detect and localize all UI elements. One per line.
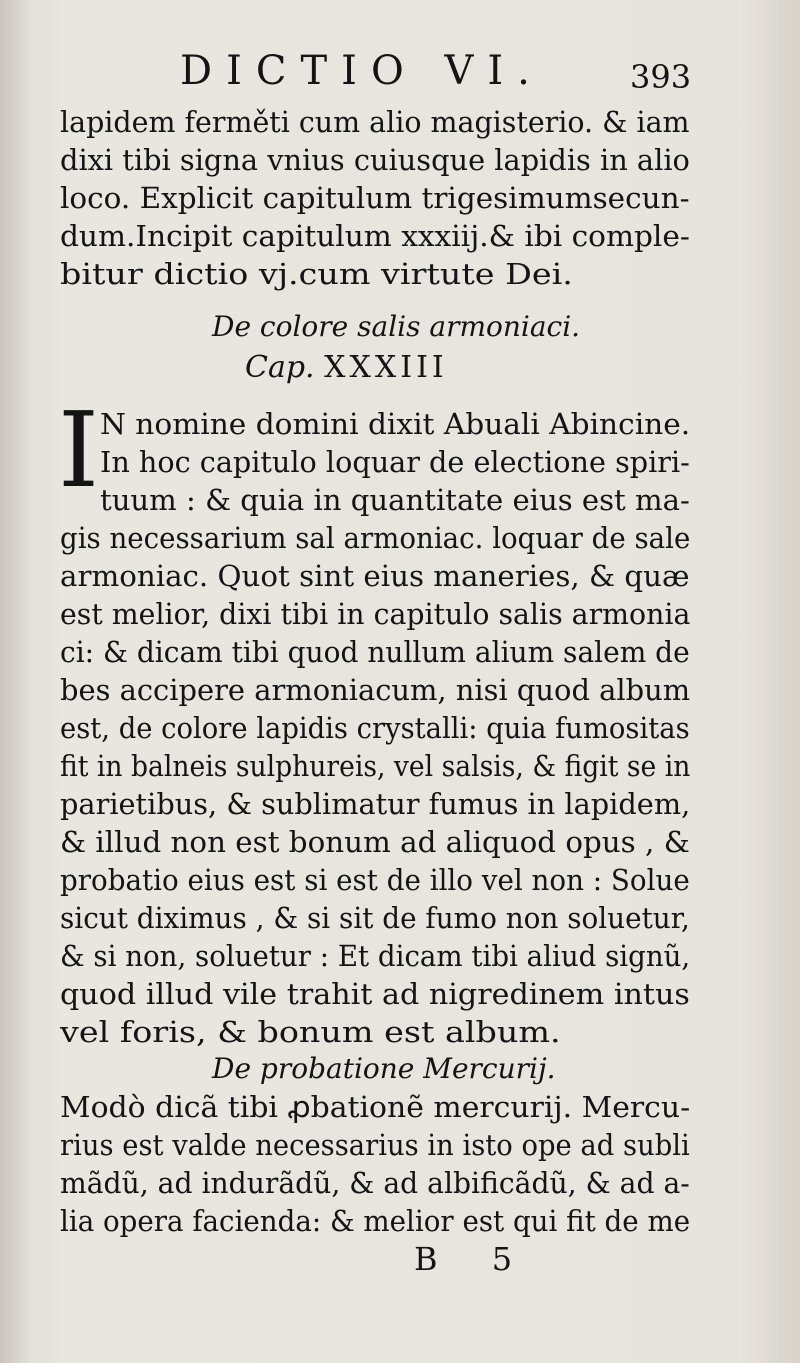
chapter-number <box>245 350 448 385</box>
text-line: & illud non est bonum ad aliquod opus , & <box>60 825 690 859</box>
text-line: lapidem ferměti cum alio magisterio. & iam <box>60 105 690 139</box>
text-line: Modò dicã tibi ꝓbationẽ mercurij. Mercu- <box>60 1090 690 1124</box>
text-line: est melior, dixi tibi in capitulo salis armonia <box>60 597 690 631</box>
text-line: bes accipere armoniacum, nisi quod album <box>60 673 690 707</box>
text-line: lia opera facienda: & melior est qui fit de me <box>60 1204 690 1238</box>
chapter-paragraph <box>60 405 690 1051</box>
drop-cap: I <box>58 389 100 511</box>
text-line: probatio eius est si est de illo vel non : Solue <box>60 863 690 897</box>
text-line: N nomine domini dixit Abuali Abincine. <box>100 407 690 441</box>
text-line: tuum : & quia in quantitate eius est ma- <box>100 483 690 517</box>
text-line: ci: & dicam tibi quod nullum alium salem de <box>60 635 690 669</box>
text-line: In hoc capitulo loquar de electione spiri- <box>100 445 690 479</box>
mercury-paragraph <box>60 1088 690 1240</box>
page-number: 393 <box>630 58 692 96</box>
text-line: dixi tibi signa vnius cuiusque lapidis in alio <box>60 143 690 177</box>
text-line: dum.Incipit capitulum xxxiij.& ibi comple- <box>60 219 690 253</box>
cap-label: Cap. <box>245 350 315 385</box>
text-line: gis necessarium sal armoniac. loquar de sale <box>60 521 690 555</box>
signature-mark: B 5 <box>414 1240 535 1278</box>
text-line: mãdũ, ad indurãdũ, & ad albificãdũ, & ad a- <box>60 1166 690 1200</box>
cap-roman-numeral: XXXIII <box>324 350 448 385</box>
text-line: vel foris, & bonum est album. <box>60 1015 561 1049</box>
text-line: sicut diximus , & si sit de fumo non soluetur, <box>60 901 690 935</box>
section-subheading: De probatione Mercurij. <box>212 1052 556 1085</box>
text-line: & si non, soluetur : Et dicam tibi aliud signũ, <box>60 939 690 973</box>
running-head: DICTIO VI. <box>180 48 544 94</box>
text-line: rius est valde necessarius in isto ope ad subli <box>60 1128 690 1162</box>
intro-paragraph <box>60 103 690 293</box>
text-line: fit in balneis sulphureis, vel salsis, & figit se in <box>60 749 690 783</box>
text-line: bitur dictio vj.cum virtute Dei. <box>60 257 573 291</box>
text-line: parietibus, & sublimatur fumus in lapidem, <box>60 787 690 821</box>
text-line: quod illud vile trahit ad nigredinem intus <box>60 977 690 1011</box>
text-line: est, de colore lapidis crystalli: quia fumositas <box>60 711 690 745</box>
text-line: loco. Explicit capitulum trigesimumsecun- <box>60 181 690 215</box>
text-line: armoniac. Quot sint eius maneries, & quæ <box>60 559 690 593</box>
chapter-title: De colore salis armoniaci. <box>212 310 581 343</box>
